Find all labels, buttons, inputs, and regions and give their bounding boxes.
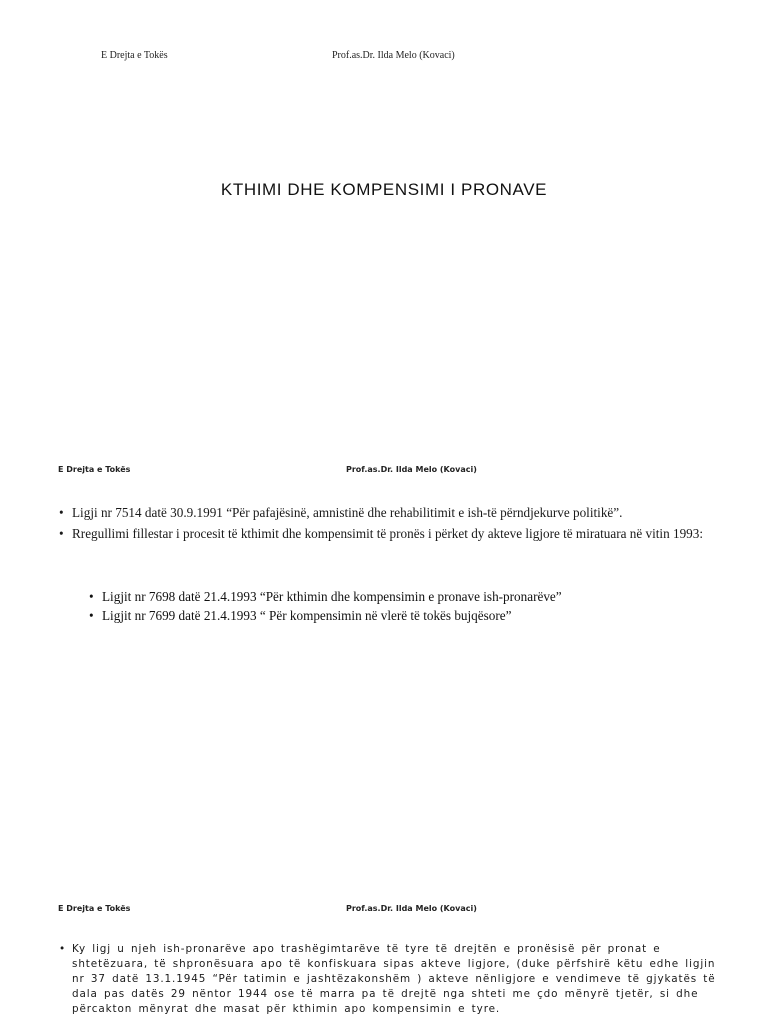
slide1-title: KTHIMI DHE KOMPENSIMI I PRONAVE: [220, 180, 548, 199]
slide2-header-right: Prof.as.Dr. Ilda Melo (Kovaci): [346, 465, 477, 474]
list-item: [56, 505, 716, 520]
bullet-icon: •: [59, 526, 64, 541]
bullet-icon: •: [89, 608, 94, 623]
slide1-header-left: E Drejta e Tokës: [101, 50, 168, 61]
list-item: [56, 526, 716, 541]
list-item: [88, 607, 708, 624]
slide2-bullet-list: [56, 505, 716, 541]
bullet-icon: •: [89, 589, 94, 604]
bullet-icon: •: [59, 505, 64, 520]
sub-bullet-text: Ligjit nr 7698 datë 21.4.1993 “Për kthimin dhe kompensimin e pronave ish-pronarëve”: [102, 589, 562, 604]
paragraph-text: Ky ligj u njeh ish-pronarëve apo trashëgimtarëve të tyre të drejtën e pronësisë për pronat e shtetëzuara, të shpronësuara apo të konfiskuara sipas akteve ligjore, (duke përfshirë këtu edhe ligjin nr 37 datë 13.1.1945 “Për tatimin e jashtëzakonshëm ) akteve nënligjore e vendimeve të gjykatës të dala pas datës 29 nëntor 1944 ose të marra pa të drejtë nga shteti me çdo mënyrë tjetër, si dhe përcakton mënyrat dhe masat për kthimin apo kompensimin e tyre.: [72, 943, 716, 1015]
slide2-header-left: E Drejta e Tokës: [58, 465, 131, 474]
list-item: [88, 588, 708, 605]
slide3-header-left: E Drejta e Tokës: [58, 904, 131, 913]
bullet-text: Ligji nr 7514 datë 30.9.1991 “Për pafajësinë, amnistinë dhe rehabilitimit e ish-të përndjekurve politikë”.: [72, 505, 623, 520]
slide2-sub-bullet-list: [88, 588, 708, 624]
bullet-text: Rregullimi fillestar i procesit të kthimit dhe kompensimit të pronës i përket dy akteve ligjore të miratuara në vitin 1993:: [72, 526, 704, 541]
list-item: [56, 942, 722, 1017]
bullet-icon: •: [59, 943, 67, 955]
slide3-bullet-list: [56, 942, 722, 1017]
slide1-header-right: Prof.as.Dr. Ilda Melo (Kovaci): [332, 50, 455, 61]
slide3-header-right: Prof.as.Dr. Ilda Melo (Kovaci): [346, 904, 477, 913]
sub-bullet-text: Ligjit nr 7699 datë 21.4.1993 “ Për kompensimin në vlerë të tokës bujqësore”: [102, 608, 512, 623]
